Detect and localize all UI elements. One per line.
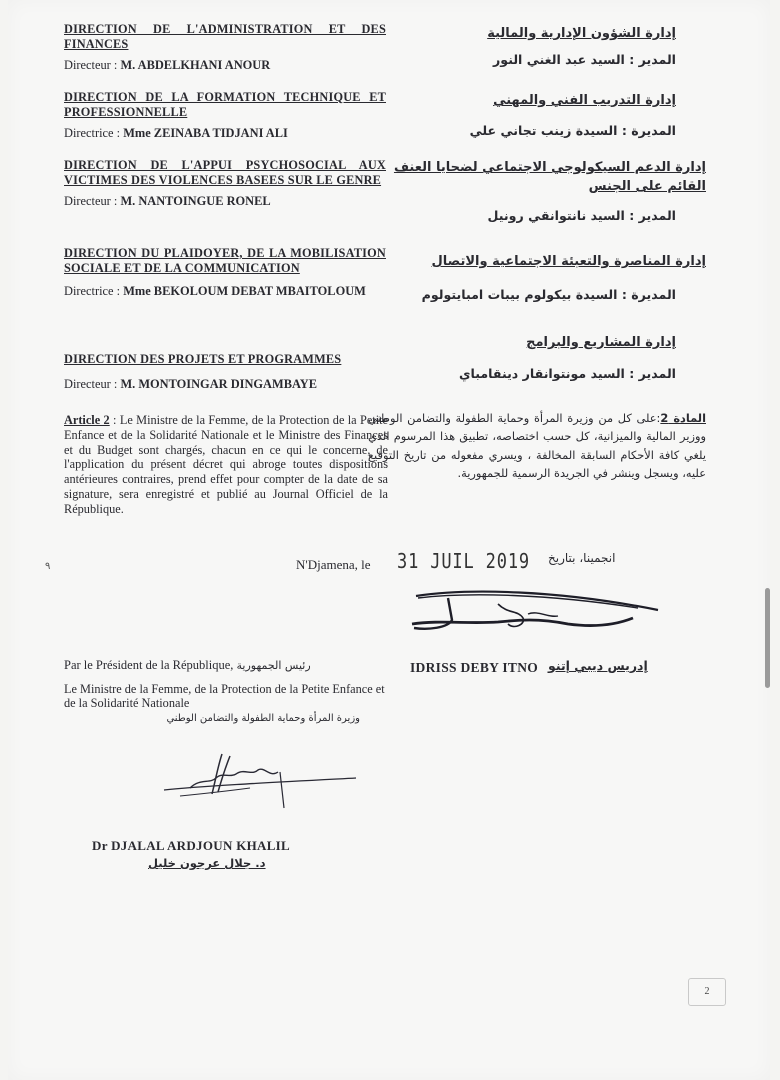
by-president-fr: Par le Président de la République, (64, 658, 234, 672)
president-name: IDRISS DEBY ITNO (410, 660, 539, 675)
article-2-ar (368, 409, 706, 483)
direction-title-ar: إدارة المناصرة والتعبئة الاجتماعية والاتصال (431, 254, 706, 269)
direction-fr-5 (64, 352, 386, 392)
direction-title-ar: إدارة الدعم السيكولوجي الاجتماعي لضحايا العنف القائم على الجنس (393, 160, 706, 194)
director-role: Directeur : (64, 58, 118, 72)
direction-ar-4 (376, 252, 706, 302)
article-text-ar: :على كل من وزيرة المرأة وحماية الطفولة والتضامن الوطني ووزير المالية والميزانية، كل حسب اختصاصه، تطبيق هذا المرسوم الذي يلغي كافة الأحكام السابقة المخالفة ، ويسري مفعوله من تاريخ التوقيع عليه، ويسجل وينشر في الجريدة الرسمية للجمهورية. (368, 411, 706, 481)
director-line-ar: المدير : السيد نانتوانقي رونيل (487, 208, 676, 223)
minister-name-ar: د. جلال عرجون خليل (148, 856, 266, 870)
director-name: M. NANTOINGUE RONEL (120, 194, 271, 208)
director-line-ar: المديرة : السيدة زينب تجاني علي (469, 123, 676, 138)
stray-mark: ٩ (45, 561, 51, 572)
director-line-fr (64, 58, 386, 73)
minister-signature (160, 748, 360, 812)
president-signature (408, 584, 668, 662)
director-line-fr (64, 282, 386, 301)
direction-fr-2 (64, 90, 386, 141)
director-role: Directeur : (64, 377, 118, 391)
page-number: 2 (688, 978, 726, 1006)
director-line-ar: المدير : السيد عبد الغني النور (493, 52, 676, 67)
direction-ar-5 (376, 333, 676, 381)
direction-ar-1 (376, 24, 676, 67)
director-name: M. ABDELKHANI ANOUR (120, 58, 271, 72)
direction-title-fr: DIRECTION DE L'APPUI PSYCHOSOCIAL AUX VICTIMES DES VIOLENCES BASEES SUR LE GENRE (64, 158, 386, 187)
date-stamp: 31 JUIL 2019 (397, 549, 531, 573)
article-2-fr (64, 413, 388, 517)
article-label-ar: المادة 2 (660, 411, 706, 425)
director-line-fr (64, 377, 386, 392)
direction-title-fr: DIRECTION DE L'ADMINISTRATION ET DES FINANCES (64, 22, 386, 51)
director-role: Directrice : (64, 126, 121, 140)
minister-title-ar: وزيرة المرأة وحماية الطفولة والتضامن الوطني (166, 713, 360, 724)
scrollbar-thumb[interactable] (765, 588, 770, 688)
direction-title-fr: DIRECTION DE LA FORMATION TECHNIQUE ET PROFESSIONNELLE (64, 90, 386, 119)
director-line-ar: المديرة : السيدة بيكولوم بيبات امبايتولوم (421, 287, 676, 302)
director-line-fr (64, 194, 386, 209)
director-line-ar: المدير : السيد مونتوانقار دينقامباي (458, 366, 676, 381)
direction-title-fr: DIRECTION DES PROJETS ET PROGRAMMES (64, 352, 342, 366)
place-fr: N'Djamena, le (296, 557, 371, 572)
director-name: Mme BEKOLOUM DEBAT MBAITOLOUM (123, 284, 366, 298)
director-line-fr (64, 126, 386, 141)
minister-title-fr: Le Ministre de la Femme, de la Protection de la Petite Enfance et de la Solidarité Nationale (64, 682, 385, 710)
direction-title-ar: إدارة التدريب الفني والمهني (493, 93, 676, 108)
director-role: Directrice : (64, 284, 121, 298)
direction-fr-4 (64, 246, 386, 301)
direction-title-ar: إدارة المشاريع والبرامج (526, 335, 676, 350)
president-name-ar: إدريس ديبي إتنو (548, 658, 648, 673)
direction-fr-1 (64, 22, 386, 73)
direction-fr-3 (64, 158, 386, 209)
by-president-ar: رئيس الجمهورية (236, 659, 311, 672)
direction-title-fr: DIRECTION DU PLAIDOYER, DE LA MOBILISATION SOCIALE ET DE LA COMMUNICATION (64, 246, 386, 275)
director-role: Directeur : (64, 194, 118, 208)
director-name: M. MONTOINGAR DINGAMBAYE (120, 377, 317, 391)
direction-ar-3 (376, 158, 706, 223)
direction-ar-2 (376, 91, 676, 138)
direction-title-ar: إدارة الشؤون الإدارية والمالية (487, 26, 676, 41)
by-president-line (64, 658, 311, 673)
minister-name: Dr DJALAL ARDJOUN KHALIL (92, 838, 291, 853)
director-name: Mme ZEINABA TIDJANI ALI (123, 126, 288, 140)
article-label-fr: Article 2 (64, 413, 110, 427)
article-text-fr: : Le Ministre de la Femme, de la Protection de la Petite Enfance et de la Solidarité Nationale et le Ministre des Finances et du Budget sont chargés, chacun en ce qui le concerne, de l'application du présent décret qui abroge toutes dispositions antérieures contraires, prend effet pour compter de la date de sa signature, sera enregistré et publié au Journal Officiel de la République. (64, 413, 389, 516)
place-ar: انجمينا، بتاريخ (548, 551, 616, 565)
